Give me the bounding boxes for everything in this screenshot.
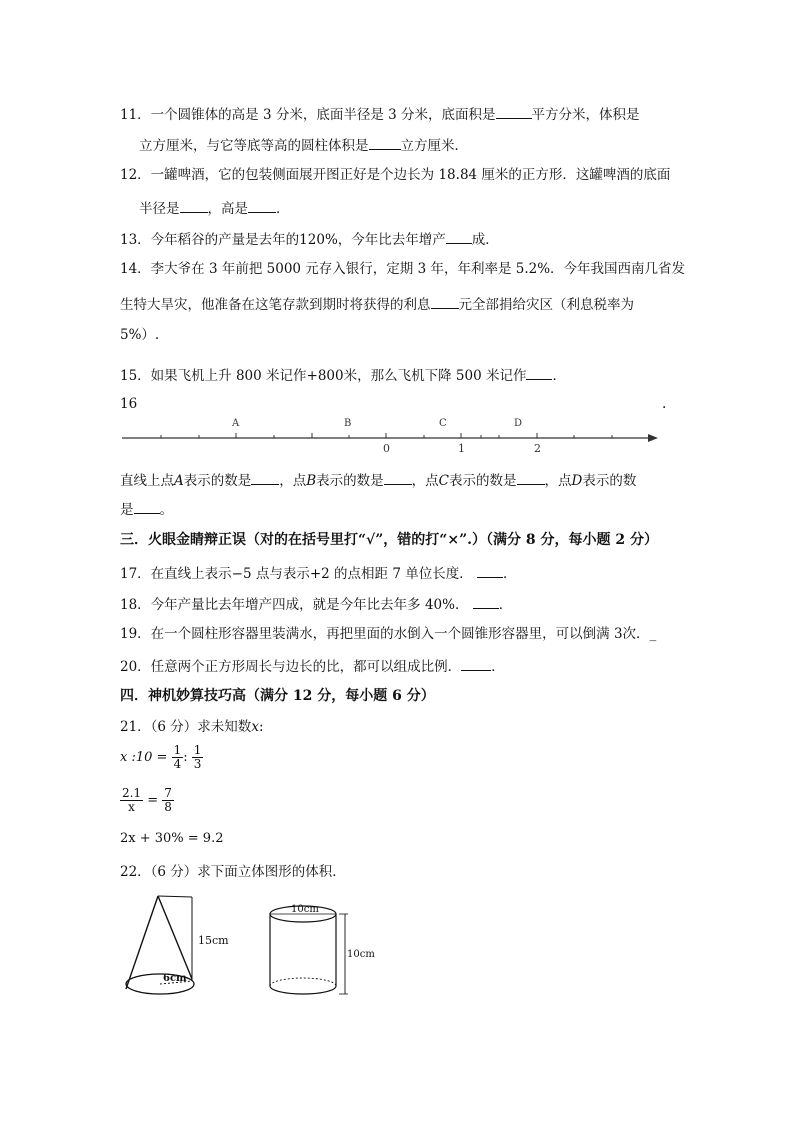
point-d-ref: D (571, 473, 583, 489)
cone-height-label: 15cm (198, 934, 229, 947)
q14-line3: 5%）. (120, 327, 160, 343)
q15-blank[interactable] (526, 365, 552, 380)
point-b-ref: B (306, 473, 317, 489)
q16-text-b: 表示的数是 (183, 473, 252, 489)
q13-text: 13．今年稻谷的产量是去年的120%，今年比去年增产 (120, 232, 446, 248)
q16-number: 16 (120, 396, 138, 412)
q11-blank-cylinder[interactable] (369, 135, 401, 150)
q16-text-c: ，点 (279, 473, 307, 489)
q20-line (120, 656, 505, 676)
q18-blank[interactable] (473, 594, 499, 609)
q17-line (120, 563, 517, 583)
cylinder-bottom-back (270, 978, 336, 986)
q13-line (120, 229, 499, 249)
q11-text-b: 平方分米，体积是 (531, 107, 640, 123)
tick-label-1: 1 (458, 442, 465, 455)
cone-figure (118, 893, 248, 1013)
q21-colon: : (258, 719, 264, 735)
equation-2 (120, 787, 174, 814)
point-a-ref: A (174, 473, 184, 489)
q16-text-a: 直线上点 (120, 473, 174, 489)
cone-top-guide (158, 896, 192, 897)
q12-line2 (139, 198, 290, 218)
q16-text-j: 。 (159, 502, 173, 518)
q21-text: 21．（6 分）求未知数 (120, 719, 252, 735)
cylinder-bottom-front (270, 986, 336, 994)
q16-text-e: ，点 (411, 473, 439, 489)
eq1-sep: : (183, 750, 188, 765)
eq1-f1-num: 1 (173, 743, 182, 757)
q15-line (120, 365, 566, 385)
eq1-fraction-1 (172, 744, 184, 771)
q21-line (120, 718, 264, 736)
eq1-f2-den: 3 (193, 757, 202, 771)
cone-side-right (158, 896, 192, 979)
q21-var: x (251, 719, 259, 735)
eq1-fraction-2 (192, 744, 204, 771)
section-3-heading: 三．火眼金睛辩正误（对的在括号里打“√”，错的打“×”.）（满分 8 分，每小题 2 分） (120, 532, 658, 548)
cylinder-diameter-label: 10cm (291, 904, 319, 915)
q20-end: ． (491, 659, 505, 675)
eq2-equals: = (147, 793, 159, 808)
q13-blank[interactable] (446, 229, 472, 244)
q16-text-h: 表示的数 (582, 473, 637, 489)
q16-blank-c[interactable] (517, 470, 545, 485)
q16-text-g: ，点 (544, 473, 572, 489)
q14-line2 (120, 294, 634, 314)
cylinder-figure (265, 900, 395, 1005)
q11-text-d: 立方厘米． (400, 138, 468, 154)
number-line-arrow (648, 434, 658, 442)
equation-3: 2x + 30% = 9.2 (120, 831, 224, 846)
q16-blank-d[interactable] (134, 499, 160, 514)
point-d-label: D (514, 418, 523, 429)
equation-1 (120, 744, 203, 771)
q12-text-a: 半径是 (139, 201, 180, 217)
q13-end: 成． (471, 232, 499, 248)
q15-text: 15．如果飞机上升 800 米记作+800米，那么飞机下降 500 米记作 (120, 368, 527, 384)
number-line-ticks (161, 433, 612, 438)
q11-line1 (120, 104, 640, 124)
eq2-right-num: 7 (164, 786, 172, 800)
q11-text-c: 立方厘米，与它等底等高的圆柱体积是 (139, 138, 369, 154)
q20-blank[interactable] (461, 656, 491, 671)
number-line (118, 414, 678, 458)
q14-text-b: 元全部捐给灾区（利息税率为 (458, 297, 634, 313)
q17-end: ． (503, 566, 517, 582)
point-a-label: A (232, 418, 240, 429)
q12-blank-height[interactable] (248, 198, 276, 213)
point-c-label: C (439, 418, 447, 429)
eq2-fraction-right (162, 787, 174, 814)
eq1-f1-den: 4 (173, 757, 182, 771)
point-b-label: B (344, 418, 352, 429)
q14-blank[interactable] (431, 294, 459, 309)
q18-text: 18．今年产量比去年增产四成，就是今年比去年多 40%． (120, 597, 469, 613)
q16-line1 (120, 470, 636, 490)
q18-end: ． (498, 597, 513, 613)
q22-line: 22．（6 分）求下面立体图形的体积． (120, 864, 346, 880)
q11-blank-area[interactable] (496, 104, 532, 119)
q16-text-i: 是 (120, 502, 134, 518)
q16-line2 (120, 499, 173, 519)
q16-dot: . (662, 396, 667, 412)
point-c-ref: C (438, 473, 450, 489)
q12-text-c: ． (276, 201, 290, 217)
q18-line (120, 594, 512, 614)
q15-end: ． (552, 368, 566, 384)
q16-blank-b[interactable] (384, 470, 412, 485)
tick-label-0: 0 (383, 442, 390, 455)
q17-text: 17．在直线上表示−5 点与表示+2 的点相距 7 单位长度． (120, 566, 473, 582)
cylinder-height-label: 10cm (347, 949, 375, 960)
cone-radius-label: 6cm (163, 973, 187, 984)
q17-blank[interactable] (477, 563, 503, 578)
tick-label-2: 2 (534, 442, 541, 455)
q16-text-d: 表示的数是 (316, 473, 384, 489)
eq2-right-den: 8 (164, 800, 172, 814)
eq2-left-den: x (128, 800, 135, 814)
eq2-left-num: 2.1 (122, 786, 142, 800)
q12-line1: 12．一罐啤酒，它的包装侧面展开图正好是个边长为 18.84 厘米的正方形．这罐啤酒的底面 (120, 167, 671, 183)
section-4-heading: 四．神机妙算技巧高（满分 12 分，每小题 6 分） (120, 688, 435, 704)
q16-blank-a[interactable] (251, 470, 279, 485)
q19-line: 19．在一个圆柱形容器里装满水，再把里面的水倒入一个圆锥形容器里，可以倒满 3次．_ (120, 626, 657, 642)
eq2-fraction-left (120, 787, 143, 814)
q12-text-b: ，高是 (207, 201, 248, 217)
q11-line2 (139, 135, 468, 155)
eq1-f2-num: 1 (193, 743, 202, 757)
q11-text-a: 11．一个圆锥体的高是 3 分米，底面半径是 3 分米，底面积是 (120, 107, 496, 123)
q12-blank-radius[interactable] (180, 198, 208, 213)
q14-text-a: 生特大旱灾，他准备在这笔存款到期时将获得的利息 (120, 297, 431, 313)
q20-text: 20．任意两个正方形周长与边长的比，都可以组成比例． (120, 659, 462, 675)
eq1-left: x :10 = (120, 750, 168, 765)
q16-text-f: 表示的数是 (449, 473, 517, 489)
q14-line1: 14．李大爷在 3 年前把 5000 元存入银行，定期 3 年，年利率是 5.2%．今年我国西南几省发 (120, 261, 686, 277)
